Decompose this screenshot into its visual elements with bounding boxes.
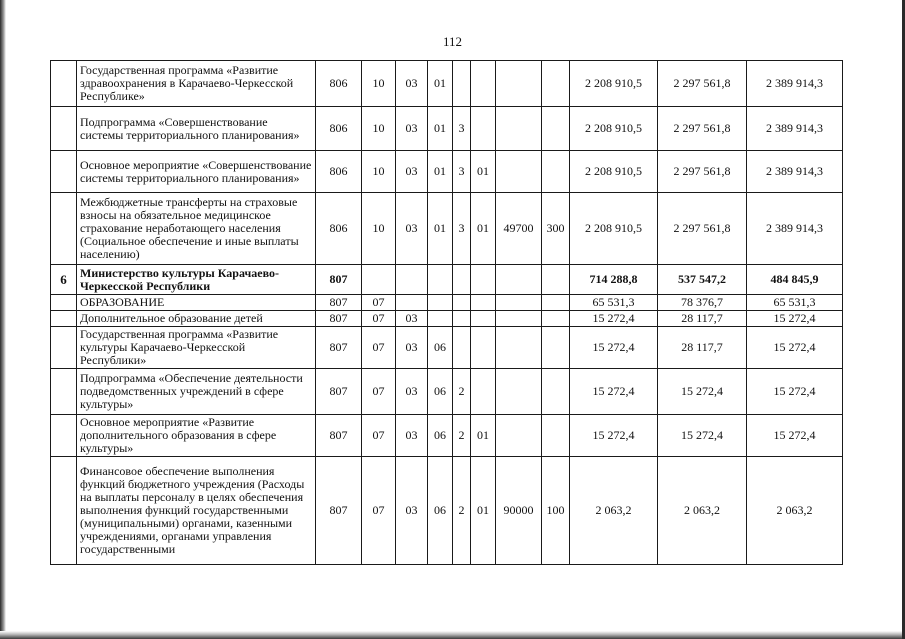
activity-code <box>471 61 496 107</box>
amount-year-1: 15 272,4 <box>570 327 658 369</box>
subsection-code <box>396 295 428 311</box>
section-code: 10 <box>362 61 396 107</box>
row-name: Финансовое обеспечение выполнения функций бюджетного учреждения (Расходы на выплаты персоналу в целях обеспечения выполнения функций государственными (муниципальными) органами, казенными учреждениями, органами управления государственными <box>77 457 316 565</box>
table-row <box>51 107 843 151</box>
amount-year-1: 15 272,4 <box>570 311 658 327</box>
subsection-code: 03 <box>396 61 428 107</box>
subsection-code: 03 <box>396 107 428 151</box>
row-number <box>51 369 77 415</box>
amount-year-1: 15 272,4 <box>570 415 658 457</box>
expense-type-code: 100 <box>542 457 570 565</box>
activity-code <box>471 107 496 151</box>
program-code: 01 <box>428 61 453 107</box>
amount-year-3: 15 272,4 <box>747 369 843 415</box>
amount-year-2: 15 272,4 <box>658 415 747 457</box>
activity-code <box>471 295 496 311</box>
program-code <box>428 265 453 295</box>
ministry-code: 807 <box>316 369 362 415</box>
amount-year-1: 2 208 910,5 <box>570 193 658 265</box>
amount-year-2: 2 297 561,8 <box>658 151 747 193</box>
amount-year-2: 28 117,7 <box>658 327 747 369</box>
amount-year-1: 2 208 910,5 <box>570 151 658 193</box>
subsection-code: 03 <box>396 415 428 457</box>
subsection-code: 03 <box>396 327 428 369</box>
subprogram-code <box>453 327 471 369</box>
table-row <box>51 61 843 107</box>
expense-type-code <box>542 61 570 107</box>
row-name: Основное мероприятие «Развитие дополнительного образования в сфере культуры» <box>77 415 316 457</box>
amount-year-3: 2 389 914,3 <box>747 193 843 265</box>
table-row <box>51 265 843 295</box>
subsection-code: 03 <box>396 151 428 193</box>
expense-type-code <box>542 327 570 369</box>
section-code: 07 <box>362 327 396 369</box>
direction-code <box>496 151 542 193</box>
row-name: Дополнительное образование детей <box>77 311 316 327</box>
program-code: 06 <box>428 457 453 565</box>
row-number <box>51 193 77 265</box>
section-code: 10 <box>362 107 396 151</box>
subprogram-code <box>453 295 471 311</box>
activity-code <box>471 265 496 295</box>
activity-code <box>471 327 496 369</box>
direction-code <box>496 415 542 457</box>
activity-code: 01 <box>471 193 496 265</box>
amount-year-1: 2 063,2 <box>570 457 658 565</box>
subprogram-code <box>453 265 471 295</box>
subprogram-code: 3 <box>453 151 471 193</box>
amount-year-3: 15 272,4 <box>747 311 843 327</box>
ministry-code: 807 <box>316 327 362 369</box>
subsection-code: 03 <box>396 193 428 265</box>
activity-code <box>471 369 496 415</box>
activity-code: 01 <box>471 415 496 457</box>
subprogram-code: 2 <box>453 457 471 565</box>
program-code: 06 <box>428 369 453 415</box>
amount-year-2: 537 547,2 <box>658 265 747 295</box>
subprogram-code <box>453 311 471 327</box>
program-code: 06 <box>428 415 453 457</box>
row-name: ОБРАЗОВАНИЕ <box>77 295 316 311</box>
expense-type-code <box>542 151 570 193</box>
activity-code: 01 <box>471 151 496 193</box>
subprogram-code: 3 <box>453 107 471 151</box>
expense-type-code <box>542 311 570 327</box>
amount-year-2: 2 297 561,8 <box>658 107 747 151</box>
direction-code <box>496 265 542 295</box>
table-row <box>51 295 843 311</box>
row-name: Государственная программа «Развитие здравоохранения в Карачаево-Черкесской Республике» <box>77 61 316 107</box>
ministry-code: 807 <box>316 295 362 311</box>
row-number <box>51 61 77 107</box>
row-number <box>51 151 77 193</box>
table-row <box>51 151 843 193</box>
amount-year-3: 2 389 914,3 <box>747 151 843 193</box>
ministry-code: 806 <box>316 151 362 193</box>
table-row <box>51 457 843 565</box>
activity-code: 01 <box>471 457 496 565</box>
row-name: Подпрограмма «Совершенствование системы территориального планирования» <box>77 107 316 151</box>
program-code: 01 <box>428 151 453 193</box>
ministry-code: 806 <box>316 193 362 265</box>
amount-year-3: 484 845,9 <box>747 265 843 295</box>
table-row <box>51 369 843 415</box>
row-number <box>51 327 77 369</box>
ministry-code: 806 <box>316 61 362 107</box>
program-code <box>428 295 453 311</box>
ministry-code: 806 <box>316 107 362 151</box>
ministry-code: 807 <box>316 265 362 295</box>
amount-year-1: 2 208 910,5 <box>570 107 658 151</box>
row-name: Министерство культуры Карачаево-Черкесской Республики <box>77 265 316 295</box>
direction-code <box>496 107 542 151</box>
table-row <box>51 193 843 265</box>
row-name: Подпрограмма «Обеспечение деятельности подведомственных учреждений в сфере культуры» <box>77 369 316 415</box>
row-number <box>51 107 77 151</box>
ministry-code: 807 <box>316 415 362 457</box>
activity-code <box>471 311 496 327</box>
scan-edge-left <box>0 0 6 639</box>
subsection-code: 03 <box>396 457 428 565</box>
program-code: 06 <box>428 327 453 369</box>
subsection-code <box>396 265 428 295</box>
section-code: 10 <box>362 193 396 265</box>
row-number <box>51 295 77 311</box>
amount-year-3: 15 272,4 <box>747 415 843 457</box>
section-code: 07 <box>362 311 396 327</box>
amount-year-2: 2 297 561,8 <box>658 193 747 265</box>
amount-year-1: 2 208 910,5 <box>570 61 658 107</box>
program-code <box>428 311 453 327</box>
subprogram-code: 2 <box>453 415 471 457</box>
row-number <box>51 457 77 565</box>
expense-type-code <box>542 107 570 151</box>
section-code: 07 <box>362 295 396 311</box>
page-number: 112 <box>442 34 463 49</box>
direction-code <box>496 61 542 107</box>
amount-year-1: 15 272,4 <box>570 369 658 415</box>
direction-code <box>496 327 542 369</box>
subprogram-code: 2 <box>453 369 471 415</box>
amount-year-3: 2 063,2 <box>747 457 843 565</box>
ministry-code: 807 <box>316 311 362 327</box>
row-name: Основное мероприятие «Совершенствование системы территориального планирования» <box>77 151 316 193</box>
table-row <box>51 327 843 369</box>
table-row <box>51 311 843 327</box>
table-body <box>51 61 843 565</box>
section-code: 07 <box>362 415 396 457</box>
program-code: 01 <box>428 193 453 265</box>
amount-year-1: 714 288,8 <box>570 265 658 295</box>
row-name: Государственная программа «Развитие культуры Карачаево-Черкесской Республики» <box>77 327 316 369</box>
program-code: 01 <box>428 107 453 151</box>
table-row <box>51 415 843 457</box>
row-number <box>51 311 77 327</box>
direction-code: 49700 <box>496 193 542 265</box>
expense-type-code <box>542 295 570 311</box>
direction-code <box>496 311 542 327</box>
expense-type-code <box>542 415 570 457</box>
scan-edge-bottom <box>0 631 905 639</box>
row-number: 6 <box>51 265 77 295</box>
expense-type-code <box>542 369 570 415</box>
amount-year-2: 78 376,7 <box>658 295 747 311</box>
ministry-code: 807 <box>316 457 362 565</box>
amount-year-2: 15 272,4 <box>658 369 747 415</box>
amount-year-3: 65 531,3 <box>747 295 843 311</box>
amount-year-3: 15 272,4 <box>747 327 843 369</box>
amount-year-3: 2 389 914,3 <box>747 61 843 107</box>
section-code: 07 <box>362 457 396 565</box>
row-number <box>51 415 77 457</box>
amount-year-1: 65 531,3 <box>570 295 658 311</box>
section-code: 10 <box>362 151 396 193</box>
direction-code: 90000 <box>496 457 542 565</box>
section-code: 07 <box>362 369 396 415</box>
direction-code <box>496 295 542 311</box>
section-code <box>362 265 396 295</box>
expense-type-code <box>542 265 570 295</box>
amount-year-2: 2 297 561,8 <box>658 61 747 107</box>
amount-year-2: 2 063,2 <box>658 457 747 565</box>
amount-year-2: 28 117,7 <box>658 311 747 327</box>
row-name: Межбюджетные трансферты на страховые взносы на обязательное медицинское страхование неработающего населения (Социальное обеспечение и иные выплаты населению) <box>77 193 316 265</box>
budget-table <box>50 60 843 565</box>
amount-year-3: 2 389 914,3 <box>747 107 843 151</box>
direction-code <box>496 369 542 415</box>
subsection-code: 03 <box>396 369 428 415</box>
subsection-code: 03 <box>396 311 428 327</box>
subprogram-code <box>453 61 471 107</box>
expense-type-code: 300 <box>542 193 570 265</box>
subprogram-code: 3 <box>453 193 471 265</box>
